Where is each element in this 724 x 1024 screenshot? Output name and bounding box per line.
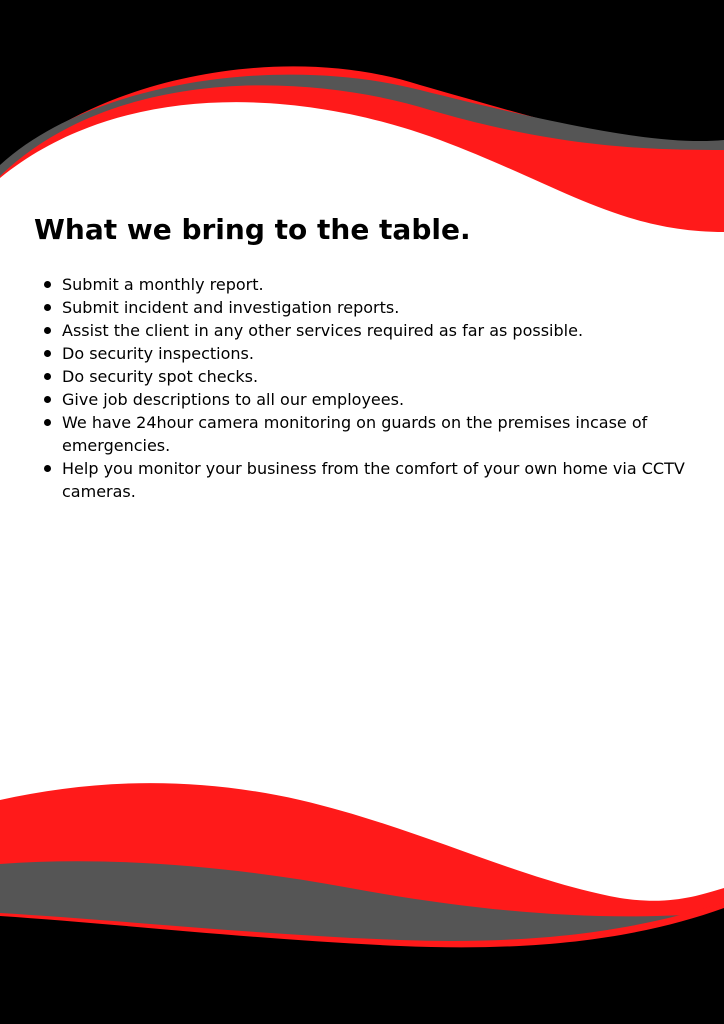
list-item [34, 411, 694, 457]
list-item [34, 273, 694, 296]
page-heading: What we bring to the table. [34, 213, 471, 246]
bullet-dot-icon [44, 373, 51, 380]
bullet-dot-icon [44, 396, 51, 403]
list-item-text: We have 24hour camera monitoring on guards on the premises incase of emergencies. [62, 413, 648, 455]
bullet-dot-icon [44, 304, 51, 311]
bullet-dot-icon [44, 419, 51, 426]
list-item-text: Assist the client in any other services required as far as possible. [62, 321, 584, 340]
services-list [34, 273, 694, 503]
bullet-dot-icon [44, 350, 51, 357]
list-item-text: Do security spot checks. [62, 367, 259, 386]
list-item [34, 342, 694, 365]
main-content [34, 207, 694, 503]
list-item-text: Submit incident and investigation reports. [62, 298, 400, 317]
list-item [34, 457, 694, 503]
list-item [34, 365, 694, 388]
top-wave-decoration [0, 0, 724, 240]
list-item-text: Give job descriptions to all our employees. [62, 390, 405, 409]
bullet-dot-icon [44, 281, 51, 288]
list-item [34, 296, 694, 319]
list-item-text: Do security inspections. [62, 344, 254, 363]
list-item-text: Help you monitor your business from the comfort of your own home via CCTV cameras. [62, 459, 685, 501]
list-item [34, 388, 694, 411]
bullet-dot-icon [44, 327, 51, 334]
list-item-text: Submit a monthly report. [62, 275, 264, 294]
bullet-dot-icon [44, 465, 51, 472]
list-item [34, 319, 694, 342]
bottom-wave-decoration [0, 770, 724, 1024]
